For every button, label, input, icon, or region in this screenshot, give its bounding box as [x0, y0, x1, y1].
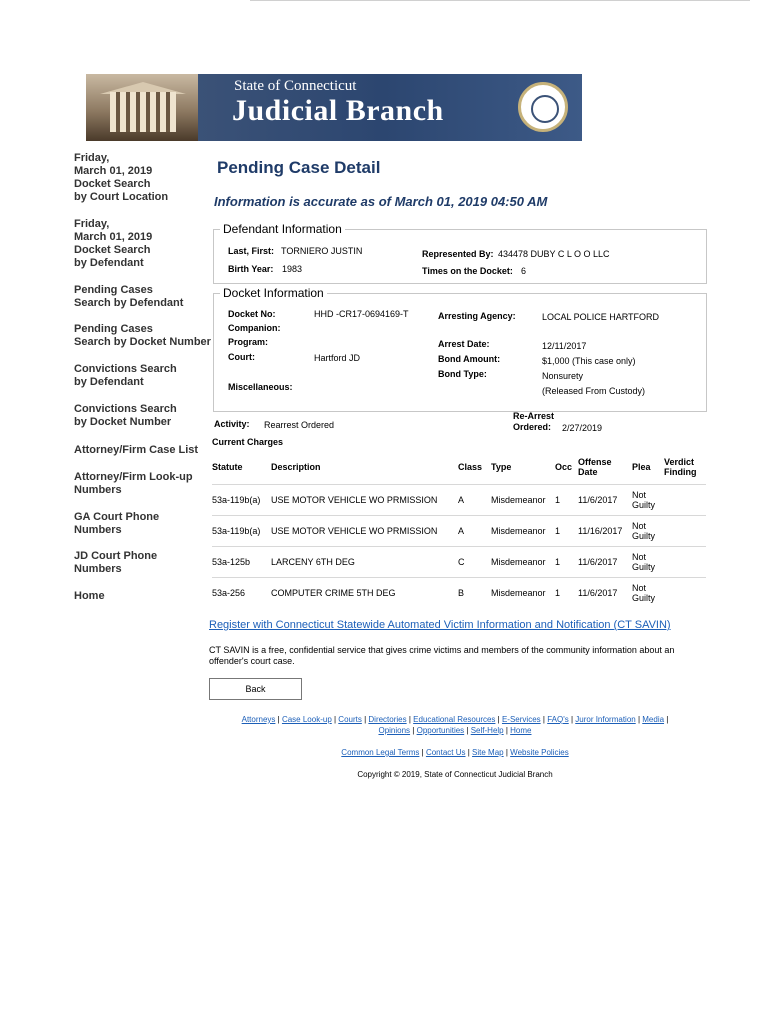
- nav-docket-by-defendant[interactable]: [74, 218, 214, 270]
- footer-separator: |: [465, 748, 473, 757]
- cell-plea: [632, 516, 664, 547]
- nav-docket-by-court-location[interactable]: [74, 152, 214, 204]
- rearrest-ordered-label: Ordered:: [513, 422, 552, 432]
- cell-occ: 1: [555, 516, 578, 547]
- col-plea: Plea: [632, 462, 651, 472]
- plea-text: Guilty: [632, 531, 656, 541]
- docket-no-label: Docket No:: [228, 309, 276, 319]
- nav-ga-court-phone[interactable]: [74, 511, 214, 537]
- bond-type-label: Bond Type:: [438, 369, 487, 379]
- footer-separator: |: [495, 715, 502, 724]
- nav-jd-court-phone[interactable]: [74, 550, 214, 576]
- back-button[interactable]: Back: [209, 678, 302, 700]
- header-text: Verdict: [664, 457, 695, 467]
- footer-separator: |: [361, 715, 369, 724]
- program-label: Program:: [228, 337, 269, 347]
- nav-convictions-by-docket[interactable]: [74, 403, 214, 429]
- nav-label: Friday,: [74, 152, 110, 164]
- header-text: Date: [578, 467, 598, 477]
- docket-no: HHD -CR17-0694169-T: [314, 309, 409, 319]
- footer-links-row-1: [200, 714, 710, 725]
- footer-link-home[interactable]: Home: [510, 726, 532, 735]
- footer-separator: |: [635, 715, 643, 724]
- nav-label: by Defendant: [74, 257, 144, 269]
- col-statute: Statute: [212, 462, 243, 472]
- col-occ: Occ: [555, 462, 573, 472]
- defendant-name: TORNIERO JUSTIN: [281, 246, 363, 256]
- represented-by: 434478 DUBY C L O O LLC: [498, 249, 610, 259]
- court-label: Court:: [228, 352, 255, 362]
- copyright-notice: Copyright © 2019, State of Connecticut Judicial Branch: [357, 770, 553, 779]
- footer-link-contact-us[interactable]: Contact Us: [425, 748, 466, 757]
- header-text: Offense: [578, 457, 612, 467]
- cell-offense-date: 11/6/2017: [578, 485, 632, 516]
- cell-description: LARCENY 6TH DEG: [271, 547, 458, 578]
- footer-link-opinions[interactable]: Opinions: [378, 726, 411, 735]
- companion-label: Companion:: [228, 323, 281, 333]
- cell-type: Misdemeanor: [491, 485, 555, 516]
- banner-state-text: State of Connecticut: [234, 78, 357, 94]
- footer-links-row-3: [200, 747, 710, 758]
- cell-verdict: [664, 547, 706, 578]
- nav-label: by Defendant: [74, 376, 144, 388]
- footer-links-row-2: [200, 725, 710, 736]
- courthouse-image: [86, 74, 198, 141]
- nav-label: by Docket Number: [74, 416, 172, 428]
- footer-separator: |: [503, 748, 511, 757]
- arresting-agency: LOCAL POLICE HARTFORD: [542, 312, 660, 322]
- arresting-agency-label: Arresting Agency:: [438, 311, 516, 321]
- nav-label: Numbers: [74, 524, 122, 536]
- footer-link-attorneys[interactable]: Attorneys: [241, 715, 276, 724]
- table-row: [212, 578, 706, 609]
- nav-label: Attorney/Firm Case List: [74, 444, 199, 456]
- cell-class: C: [458, 547, 491, 578]
- cell-offense-date: 11/6/2017: [578, 547, 632, 578]
- nav-label: Attorney/Firm Look-up: [74, 471, 193, 483]
- table-row: [212, 547, 706, 578]
- cell-occ: 1: [555, 578, 578, 609]
- defendant-info-legend: Defendant Information: [223, 222, 342, 236]
- header-text: Finding: [664, 467, 697, 477]
- judicial-branch-banner[interactable]: [86, 74, 582, 141]
- footer-separator: |: [275, 715, 282, 724]
- cell-type: Misdemeanor: [491, 547, 555, 578]
- cell-verdict: [664, 578, 706, 609]
- nav-label: Home: [74, 590, 105, 602]
- cell-description: USE MOTOR VEHICLE WO PRMISSION: [271, 485, 458, 516]
- cell-class: B: [458, 578, 491, 609]
- accuracy-notice: Information is accurate as of March 01, 2019 04:50 AM: [214, 194, 548, 209]
- footer-link-directories[interactable]: Directories: [368, 715, 407, 724]
- nav-convictions-by-defendant[interactable]: [74, 363, 214, 389]
- table-row: [212, 516, 706, 547]
- col-description: Description: [271, 462, 321, 472]
- cell-description: COMPUTER CRIME 5TH DEG: [271, 578, 458, 609]
- nav-pending-by-docket[interactable]: [74, 323, 214, 349]
- cell-class: A: [458, 485, 491, 516]
- nav-label: Search by Defendant: [74, 297, 184, 309]
- cell-type: Misdemeanor: [491, 578, 555, 609]
- footer-link-educational-resources[interactable]: Educational Resources: [413, 715, 496, 724]
- activity-label: Activity:: [214, 419, 250, 429]
- arrest-date: 12/11/2017: [542, 341, 587, 351]
- cell-plea: [632, 547, 664, 578]
- cell-statute: 53a-125b: [212, 547, 271, 578]
- nav-label: March 01, 2019: [74, 231, 153, 243]
- nav-label: Numbers: [74, 484, 122, 496]
- plea-text: Guilty: [632, 593, 656, 603]
- footer-link-website-policies[interactable]: Website Policies: [510, 748, 569, 757]
- nav-label: Search by Docket Number: [74, 336, 211, 348]
- cell-offense-date: 11/6/2017: [578, 578, 632, 609]
- footer-separator: |: [664, 715, 669, 724]
- footer-separator: |: [331, 715, 339, 724]
- footer-link-courts[interactable]: Courts: [338, 715, 362, 724]
- nav-label: Pending Cases: [74, 323, 153, 335]
- bond-amount: $1,000 (This case only): [542, 356, 636, 366]
- savin-description: CT SAVIN is a free, confidential service that gives crime victims and members of the community information about an offender's court case.: [209, 645, 675, 666]
- nav-label: Convictions Search: [74, 403, 177, 415]
- banner-branch-text: Judicial Branch: [232, 94, 444, 127]
- state-seal-icon: [518, 82, 568, 132]
- cell-offense-date: 11/16/2017: [578, 516, 632, 547]
- cell-statute: 53a-119b(a): [212, 485, 271, 516]
- footer-link-juror-information[interactable]: Juror Information: [575, 715, 636, 724]
- charges-table: [212, 450, 706, 608]
- nav-label: by Court Location: [74, 191, 169, 203]
- nav-label: Friday,: [74, 218, 110, 230]
- footer-separator: |: [410, 726, 417, 735]
- represented-by-label: Represented By:: [422, 249, 494, 259]
- footer-separator: |: [503, 726, 511, 735]
- cell-plea: [632, 578, 664, 609]
- rearrest-label: Re-Arrest: [513, 411, 555, 421]
- cell-statute: 53a-256: [212, 578, 271, 609]
- footer-link-legal-terms[interactable]: Common Legal Terms: [341, 748, 420, 757]
- nav-attorney-lookup[interactable]: [74, 471, 214, 497]
- charges-header-row: [212, 450, 706, 485]
- court: Hartford JD: [314, 353, 361, 363]
- defendant-name-label: Last, First:: [228, 246, 275, 256]
- plea-text: Guilty: [632, 562, 656, 572]
- footer-separator: |: [419, 748, 426, 757]
- col-class: Class: [458, 462, 483, 472]
- miscellaneous-label: Miscellaneous:: [228, 382, 293, 392]
- nav-label: Convictions Search: [74, 363, 177, 375]
- nav-pending-by-defendant[interactable]: [74, 284, 214, 310]
- footer-link-case-lookup[interactable]: Case Look-up: [281, 715, 332, 724]
- nav-label: JD Court Phone: [74, 550, 158, 562]
- nav-label: Pending Cases: [74, 284, 153, 296]
- plea-text: Not: [632, 552, 647, 562]
- savin-register-link[interactable]: Register with Connecticut Statewide Automated Victim Information and Notification (CT SAVIN): [209, 619, 671, 631]
- docket-info-legend: Docket Information: [223, 286, 324, 300]
- nav-home[interactable]: [74, 590, 214, 603]
- bond-type: Nonsurety: [542, 371, 584, 381]
- nav-label: Docket Search: [74, 178, 151, 190]
- times-on-docket-label: Times on the Docket:: [422, 266, 513, 276]
- cell-verdict: [664, 485, 706, 516]
- footer-link-media[interactable]: Media: [642, 715, 665, 724]
- plea-text: Not: [632, 583, 647, 593]
- footer-link-faqs[interactable]: FAQ's: [547, 715, 569, 724]
- rearrest-ordered-date: 2/27/2019: [562, 423, 603, 433]
- footer-link-self-help[interactable]: Self-Help: [470, 726, 504, 735]
- plea-text: Not: [632, 521, 647, 531]
- cell-occ: 1: [555, 547, 578, 578]
- cell-type: Misdemeanor: [491, 516, 555, 547]
- current-charges-caption: Current Charges: [212, 437, 284, 447]
- page-title: Pending Case Detail: [217, 158, 381, 177]
- col-offense-date: [578, 450, 632, 485]
- birth-year-label: Birth Year:: [228, 264, 274, 274]
- cell-description: USE MOTOR VEHICLE WO PRMISSION: [271, 516, 458, 547]
- footer-separator: |: [540, 715, 548, 724]
- cell-class: A: [458, 516, 491, 547]
- footer-separator: |: [568, 715, 576, 724]
- cell-verdict: [664, 516, 706, 547]
- footer-separator: |: [406, 715, 414, 724]
- footer-link-site-map[interactable]: Site Map: [472, 748, 504, 757]
- nav-label: GA Court Phone: [74, 511, 160, 523]
- footer-link-opportunities[interactable]: Opportunities: [416, 726, 465, 735]
- nav-label: Docket Search: [74, 244, 151, 256]
- nav-attorney-case-list[interactable]: [74, 444, 214, 457]
- nav-label: March 01, 2019: [74, 165, 153, 177]
- col-type: Type: [491, 462, 512, 472]
- arrest-date-label: Arrest Date:: [438, 339, 490, 349]
- cell-statute: 53a-119b(a): [212, 516, 271, 547]
- activity-value: Rearrest Ordered: [264, 420, 335, 430]
- footer-separator: |: [464, 726, 471, 735]
- cell-plea: [632, 485, 664, 516]
- birth-year: 1983: [282, 264, 303, 274]
- table-row: [212, 485, 706, 516]
- plea-text: Guilty: [632, 500, 656, 510]
- footer-link-e-services[interactable]: E-Services: [501, 715, 541, 724]
- release-status: (Released From Custody): [542, 386, 646, 396]
- col-verdict: [664, 450, 706, 485]
- plea-text: Not: [632, 490, 647, 500]
- bond-amount-label: Bond Amount:: [438, 354, 501, 364]
- nav-label: Numbers: [74, 563, 122, 575]
- times-on-docket: 6: [521, 266, 527, 276]
- cell-occ: 1: [555, 485, 578, 516]
- scan-edge-line: [250, 0, 750, 1]
